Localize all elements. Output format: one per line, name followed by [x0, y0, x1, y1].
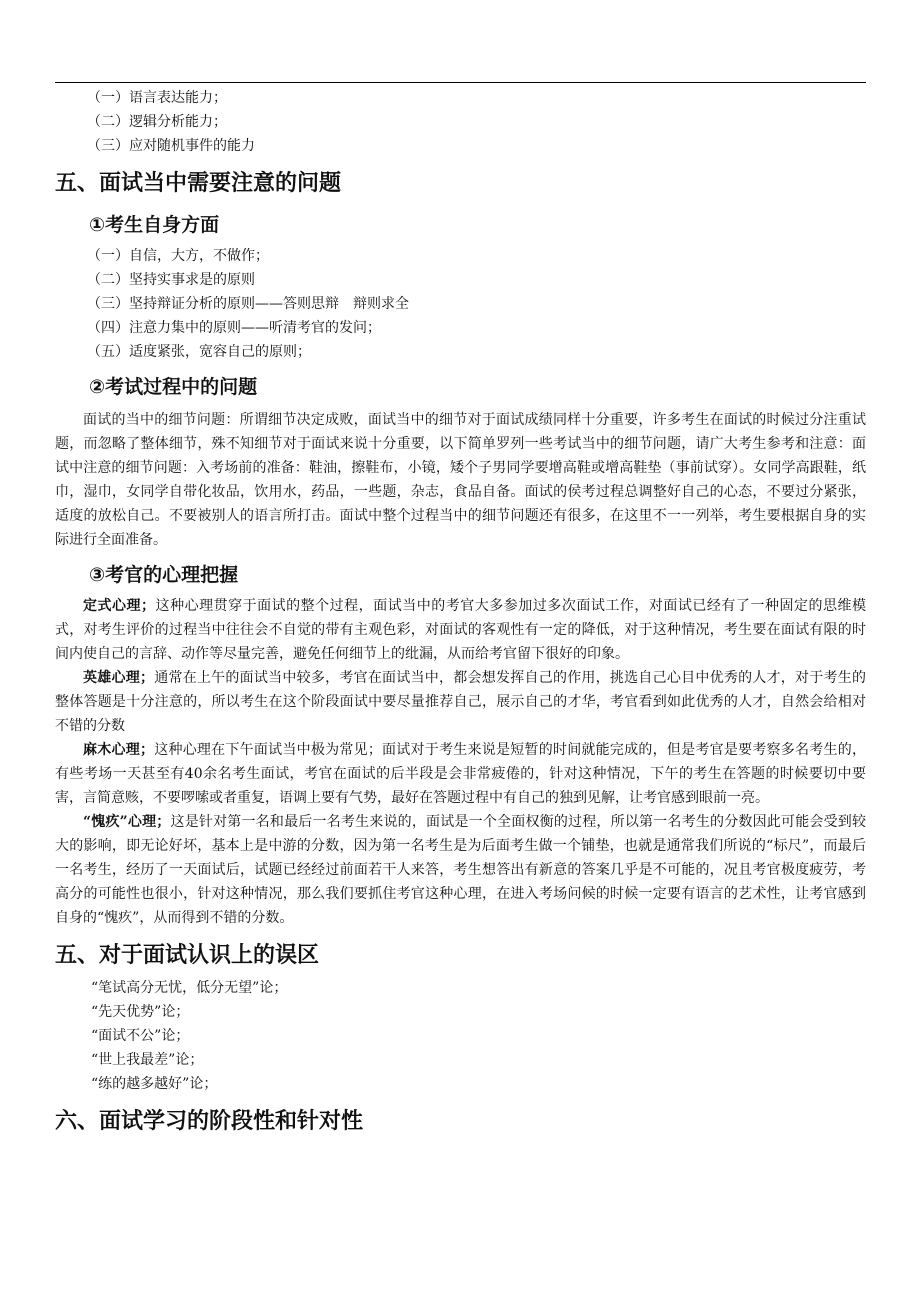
para-label: 麻木心理；	[83, 742, 154, 758]
paragraph: 面试的当中的细节问题：所谓细节决定成败，面试当中的细节对于面试成绩同样十分重要，许多考生在面试的时候过分注重试题，而忽略了整体细节，殊不知细节对于面试来说十分重要，以下简单罗列一些考试当中的细节问题，请广大考生参考和注意：面试中注意的细节问题：入考场前的准备：鞋油，擦鞋布，小镜，矮个子男同学要增高鞋或增高鞋垫（事前试穿）。女同学高跟鞋，纸巾，湿巾，女同学自带化妆品，饮用水，药品，一些题，杂志，食品自备。面试的侯考过程总调整好自己的心态，不要过分紧张，适度的放松自己。不要被别人的语言所打击。面试中整个过程当中的细节问题还有很多，在这里不一一列举，考生要根据自身的实际进行全面准备。	[55, 412, 866, 548]
para-text: 通常在上午的面试当中较多，考官在面试当中，都会想发挥自己的作用，挑选自己心目中优秀的人才，对于考生的整体答题是十分注意的，所以考生在这个阶段面试中要尽量推荐自己，展示自己的才华，考官看到如此优秀的人才，自然会给相对不错的分数	[55, 670, 867, 734]
list-item: （三）应对随机事件的能力	[87, 138, 255, 154]
misconceptions-list	[55, 976, 866, 1096]
list-item: “先天优势”论；	[91, 1004, 190, 1020]
section-heading: 五、面试当中需要注意的问题	[55, 171, 342, 196]
list-item: （一）语言表达能力；	[87, 90, 227, 106]
section-heading: 五、对于面试认识上的误区	[55, 943, 320, 968]
para-label: 定式心理；	[83, 598, 156, 614]
subsection-heading: ①考生自身方面	[89, 214, 220, 236]
para-text: 这种心理贯穿于面试的整个过程，面试当中的考官大多参加过多次面试工作，对面试已经有了一种固定的思维模式，对考生评价的过程当中往往会不自觉的带有主观色彩，对面试的客观性有一定的降低，对于这种情况，考生要在面试有限的时间内使自己的言辞、动作等尽量完善，避免任何细节上的纰漏，从而给考官留下很好的印象。	[55, 598, 867, 662]
paragraph	[55, 738, 866, 810]
section-heading: 六、面试学习的阶段性和针对性	[55, 1109, 364, 1134]
list-item: “世上我最差”论；	[91, 1052, 204, 1068]
list-item: （三）坚持辩证分析的原则——答则思辩 辩则求全	[87, 296, 409, 312]
document-page	[55, 86, 866, 1136]
examiner-psychology	[55, 594, 866, 930]
para-text: 这种心理在下午面试当中极为常见；面试对于考生来说是短暂的时间就能完成的，但是考官是要考察多名考生的，有些考场一天甚至有40余名考生面试，考官在面试的后半段是会非常疲倦的，针对这种情况，下午的考生在答题的时候要切中要害，言简意赅，不要啰嗦或者重复，语调上要有气势，最好在答题过程中有自己的独到见解，让考官感到眼前一亮。	[55, 742, 867, 806]
list-item: （二）逻辑分析能力；	[87, 114, 227, 130]
paragraph	[55, 594, 866, 666]
subsection-heading: ③考官的心理把握	[89, 564, 239, 586]
list-item: （一）自信，大方，不做作；	[87, 248, 269, 264]
list-item: （五）适度紧张，宽容自己的原则；	[87, 344, 311, 360]
list-item: “面试不公”论；	[91, 1028, 190, 1044]
list-item: “练的越多越好”论；	[91, 1076, 218, 1092]
list-item: “笔试高分无忧，低分无望”论；	[91, 980, 288, 996]
paragraph	[55, 666, 866, 738]
abilities-list	[55, 86, 866, 158]
para-label: “愧疚”心理；	[83, 814, 171, 830]
list-item: （二）坚持实事求是的原则	[87, 272, 255, 288]
subsection-heading: ②考试过程中的问题	[89, 376, 258, 398]
para-label: 英雄心理；	[83, 670, 154, 686]
header-rule	[55, 82, 866, 83]
para-text: 这是针对第一名和最后一名考生来说的，面试是一个全面权衡的过程，所以第一名考生的分数因此可能会受到较大的影响，即无论好坏，基本上是中游的分数，因为第一名考生是为后面考生做一个铺垫，也就是通常我们所说的“标尺”，而最后一名考生，经历了一天面试后，试题已经经过前面若干人来答，考生想答出有新意的答案几乎是不可能的，况且考官极度疲劳，考高分的可能性也很小，针对这种情况，那么我们要抓住考官这种心理，在进入考场问候的时候一定要有语言的艺术性，让考官感到自身的“愧疚”，从而得到不错的分数。	[55, 814, 866, 926]
list-item: （四）注意力集中的原则——听清考官的发问；	[87, 320, 381, 336]
paragraph	[55, 810, 866, 930]
self-aspects-list	[55, 244, 866, 364]
